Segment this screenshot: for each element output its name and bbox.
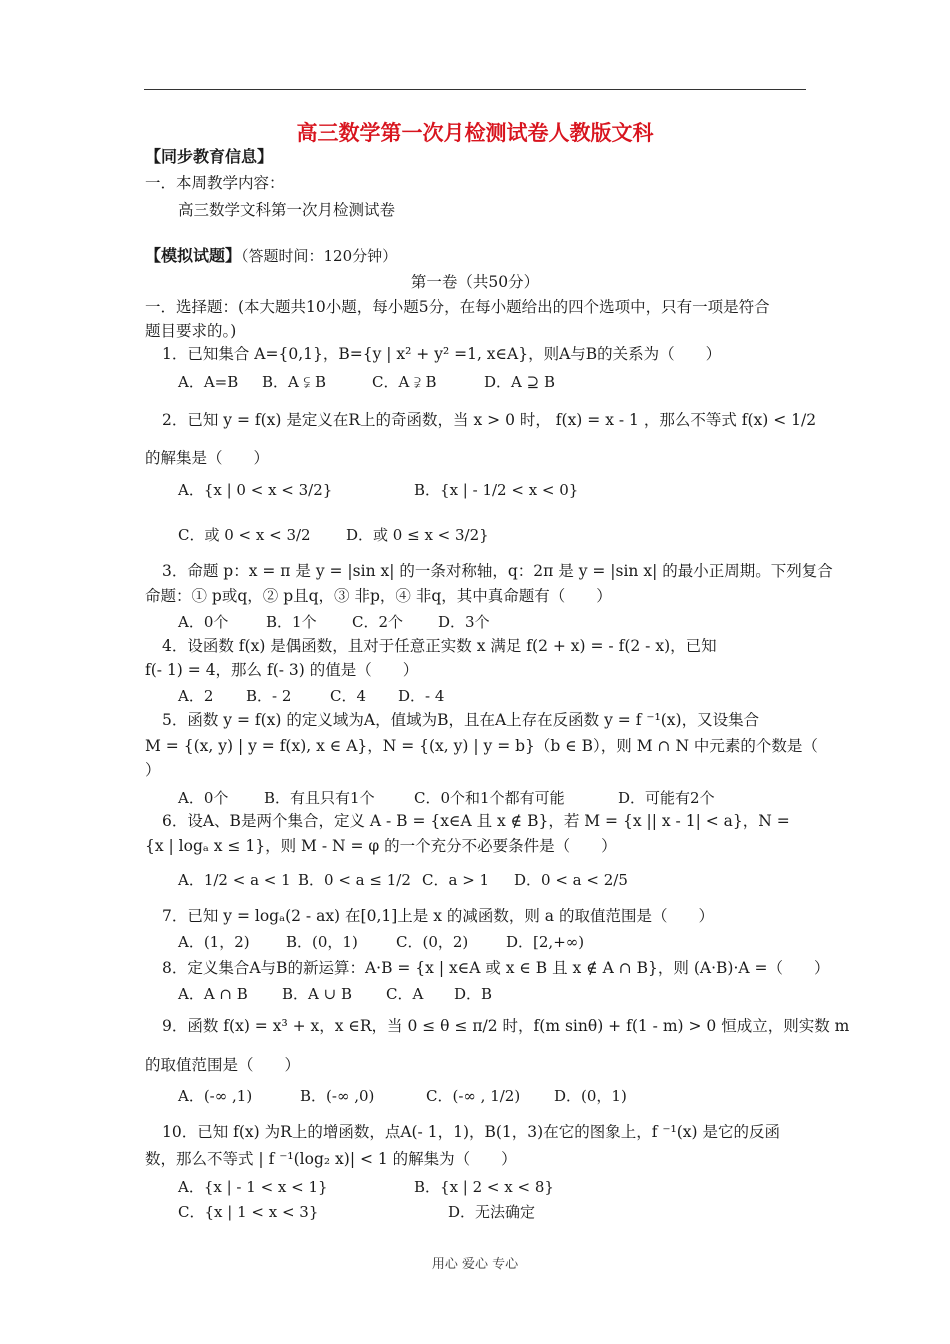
q7-option-c: C．(0，2) <box>396 933 469 951</box>
q2-option-c: C．或 0 < x < 3/2 <box>178 526 311 544</box>
question-1-line-1: 1．已知集合 A={0,1}，B={y | x² + y² =1, x∈A}，则A与B的关系为（ ） <box>162 345 722 363</box>
instruction-line-2: 题目要求的。) <box>145 322 237 340</box>
q7-option-b: B．(0，1) <box>286 933 358 951</box>
q3-option-a: A．0个 <box>178 613 229 631</box>
q3-option-c: C．2个 <box>352 613 404 631</box>
q7-option-d: D．[2,+∞) <box>506 933 585 951</box>
content-text: 高三数学文科第一次月检测试卷 <box>178 201 396 219</box>
part-title: 第一卷（共50分） <box>410 273 540 291</box>
question-7-line-1: 7．已知 y = logₐ(2 - ax) 在[0,1]上是 x 的减函数，则 a 的取值范围是（ ） <box>162 907 714 925</box>
question-10-line-2: 数，那么不等式 | f ⁻¹(log₂ x)| < 1 的解集为（ ） <box>145 1150 517 1168</box>
question-6-line-2: {x | logₐ x ≤ 1}，则 M - N = φ 的一个充分不必要条件是（ ） <box>145 837 617 855</box>
section-header-label: 【模拟试题】 <box>145 246 242 265</box>
header-rule <box>144 89 806 90</box>
q4-option-c: C．4 <box>330 687 367 705</box>
document-title: 高三数学第一次月检测试卷人教版文科 <box>296 121 654 145</box>
q8-option-b: B．A ∪ B <box>282 985 352 1003</box>
q9-option-c: C．(-∞ , 1/2) <box>426 1087 521 1105</box>
q3-option-d: D．3个 <box>438 613 490 631</box>
q6-option-a: A．1/2 < a < 1 <box>178 871 291 889</box>
content-label: 一．本周教学内容： <box>145 174 285 192</box>
instruction-line-1: 一．选择题：(本大题共10小题，每小题5分，在每小题给出的四个选项中，只有一项是符合 <box>145 298 770 316</box>
q8-option-a: A．A ∩ B <box>178 985 248 1003</box>
question-9-line-1: 9．函数 f(x) = x³ + x，x ∈R，当 0 ≤ θ ≤ π/2 时，f(m sinθ) + f(1 - m) > 0 恒成立，则实数 m <box>162 1017 850 1035</box>
question-10-line-1: 10．已知 f(x) 为R上的增函数，点A(- 1，1)，B(1，3)在它的图象上，f ⁻¹(x) 是它的反函 <box>162 1123 781 1141</box>
question-4-line-2: f(- 1) = 4，那么 f(- 3) 的值是（ ） <box>145 661 419 679</box>
q2-option-b: B．{x | - 1/2 < x < 0} <box>414 481 579 499</box>
section-time-note: （答题时间：120分钟） <box>241 247 398 265</box>
q1-option-b: B．A ⫋ B <box>262 373 327 391</box>
q1-option-d: D．A ⊇ B <box>484 373 555 391</box>
q5-option-b: B．有且只有1个 <box>264 789 375 807</box>
question-6-line-1: 6．设A、B是两个集合，定义 A - B = {x∈A 且 x ∉ B}，若 M = {x || x - 1| < a}，N = <box>162 812 790 830</box>
question-9-line-2: 的取值范围是（ ） <box>145 1056 301 1074</box>
q10-option-d: D．无法确定 <box>448 1203 536 1221</box>
question-8-line-1: 8．定义集合A与B的新运算：A·B = {x | x∈A 或 x ∈ B 且 x ∉ A ∩ B}，则 (A·B)·A =（ ） <box>162 959 830 977</box>
q1-option-a: A．A=B <box>178 373 239 391</box>
q4-option-a: A．2 <box>178 687 214 705</box>
q10-option-a: A．{x | - 1 < x < 1} <box>178 1178 328 1196</box>
q4-option-b: B．- 2 <box>246 687 292 705</box>
question-4-line-1: 4．设函数 f(x) 是偶函数，且对于任意正实数 x 满足 f(2 + x) = - f(2 - x)，已知 <box>162 637 717 655</box>
q9-option-a: A．(-∞ ,1) <box>178 1087 253 1105</box>
question-3-line-2: 命题：① p或q，② p且q，③ 非p，④ 非q，其中真命题有（ ） <box>145 587 612 605</box>
question-5-line-3: ） <box>145 761 161 779</box>
q6-option-d: D．0 < a < 2/5 <box>514 871 628 889</box>
q10-option-b: B．{x | 2 < x < 8} <box>414 1178 554 1196</box>
question-5-line-2: M = {(x, y) | y = f(x), x ∈ A}，N = {(x, y) | y = b}（b ∈ B），则 M ∩ N 中元素的个数是（ <box>145 737 818 755</box>
question-2-line-1: 2．已知 y = f(x) 是定义在R上的奇函数，当 x > 0 时， f(x) = x - 1 ，那么不等式 f(x) < 1/2 <box>162 411 817 429</box>
q3-option-b: B．1个 <box>266 613 317 631</box>
q8-option-d: D．B <box>454 985 493 1003</box>
q9-option-d: D．(0，1) <box>554 1087 627 1105</box>
q6-option-b: B．0 < a ≤ 1/2 <box>298 871 411 889</box>
q4-option-d: D．- 4 <box>398 687 445 705</box>
page-footer: 用心 爱心 专心 <box>431 1257 519 1272</box>
q5-option-c: C．0个和1个都有可能 <box>414 789 565 807</box>
q1-option-c: C．A ⫌ B <box>372 373 437 391</box>
q6-option-c: C．a > 1 <box>422 871 490 889</box>
question-3-line-1: 3．命题 p：x = π 是 y = |sin x| 的一条对称轴，q：2π 是 y = |sin x| 的最小正周期。下列复合 <box>162 562 833 580</box>
q8-option-c: C．A <box>386 985 424 1003</box>
q2-option-d: D．或 0 ≤ x < 3/2} <box>346 526 489 544</box>
q7-option-a: A．(1，2) <box>178 933 250 951</box>
q10-option-c: C．{x | 1 < x < 3} <box>178 1203 319 1221</box>
question-5-line-1: 5．函数 y = f(x) 的定义域为A，值域为B，且在A上存在反函数 y = f ⁻¹(x)，又设集合 <box>162 711 760 729</box>
q5-option-a: A．0个 <box>178 789 229 807</box>
q5-option-d: D．可能有2个 <box>618 789 715 807</box>
section-header-info: 【同步教育信息】 <box>145 147 274 166</box>
section-header-test <box>145 246 397 266</box>
question-2-line-2: 的解集是（ ） <box>145 449 270 467</box>
q9-option-b: B．(-∞ ,0) <box>300 1087 375 1105</box>
q2-option-a: A．{x | 0 < x < 3/2} <box>178 481 333 499</box>
